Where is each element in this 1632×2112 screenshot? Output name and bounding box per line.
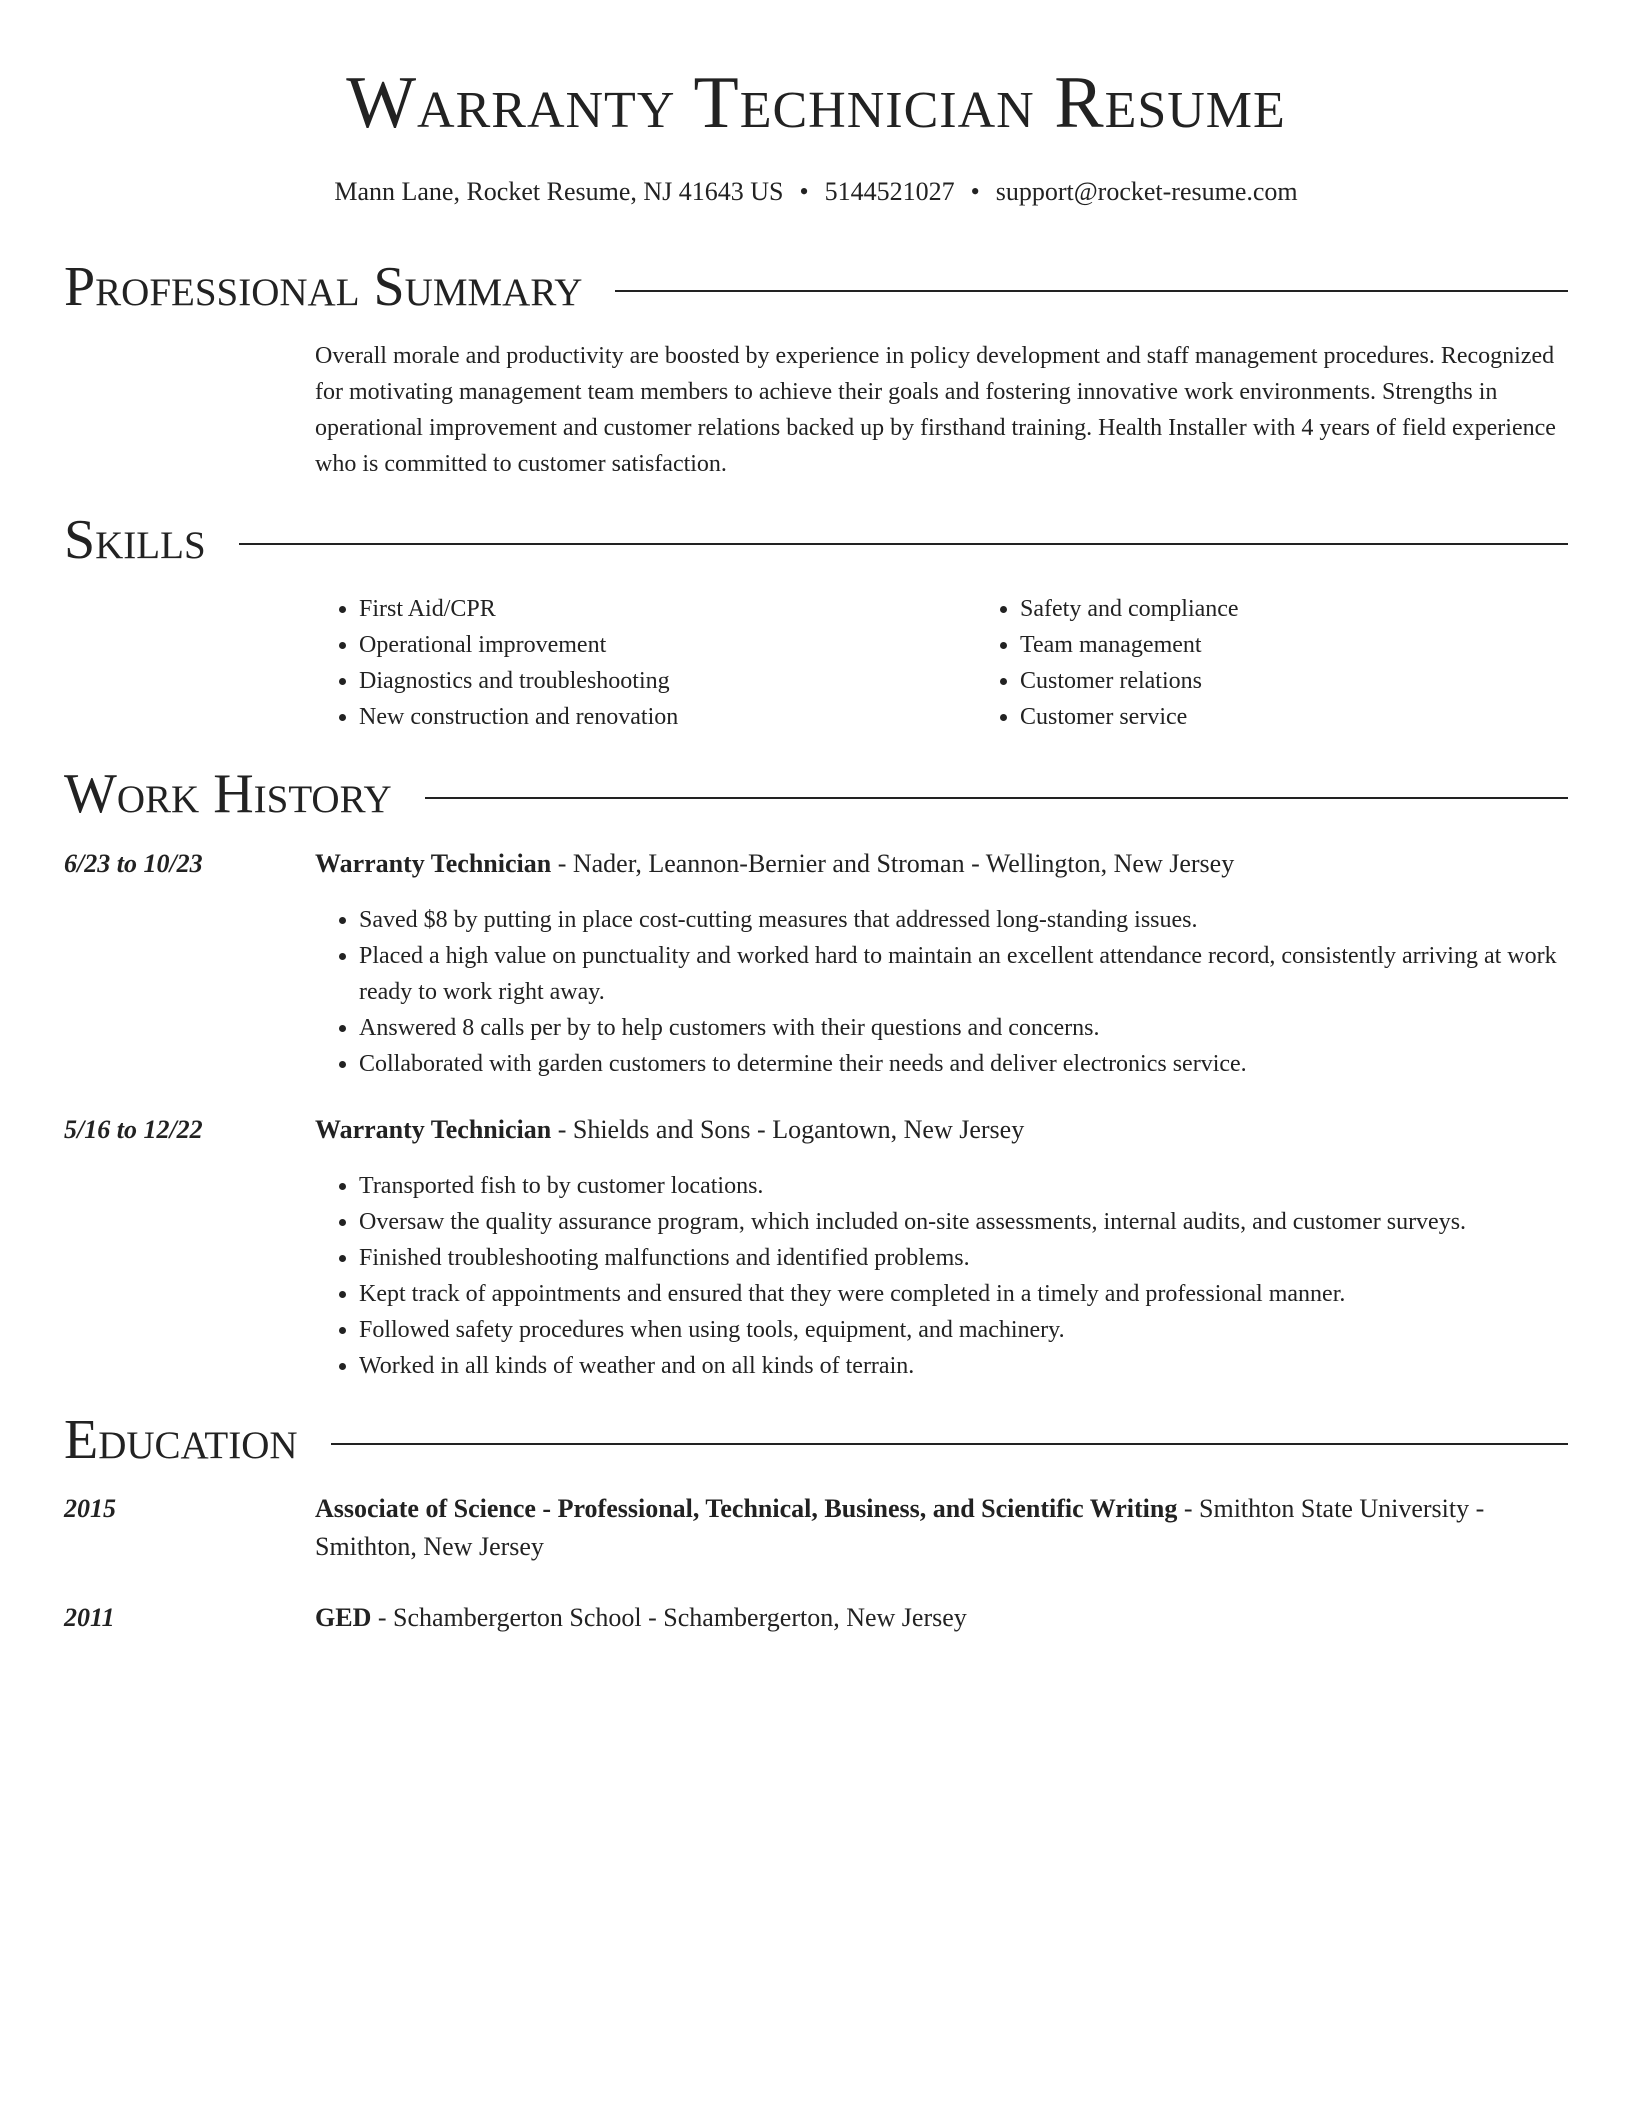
job-duties bbox=[315, 902, 1568, 1082]
contact-phone: 5144521027 bbox=[824, 177, 955, 206]
job-duty: • Answered 8 calls per by to help customers with their questions and concerns. bbox=[359, 1010, 1568, 1046]
job-duties bbox=[315, 1168, 1568, 1384]
skill-item: • Customer relations bbox=[1020, 663, 1239, 699]
summary-block bbox=[315, 338, 1568, 482]
skill-item: • New construction and renovation bbox=[359, 699, 976, 735]
job-employer: - Shields and Sons - Logantown, New Jersey bbox=[551, 1115, 1025, 1144]
education-degree: Associate of Science - Professional, Technical, Business, and Scientific Writing bbox=[315, 1494, 1178, 1523]
skill-item: • Operational improvement bbox=[359, 627, 976, 663]
skill-item: • Customer service bbox=[1020, 699, 1239, 735]
contact-separator: • bbox=[970, 177, 980, 206]
section-skills-title: Skills bbox=[64, 509, 206, 571]
summary-text: Overall morale and productivity are boosted by experience in policy development and staff management procedures. Recognized for motivating management team members to achieve their goals and fostering innovative work environments. Strengths in operational improvement and customer relations backed up by firsthand training. Health Installer with 4 years of field experience who is committed to customer satisfaction. bbox=[315, 343, 1556, 477]
skill-item: • Diagnostics and troubleshooting bbox=[359, 663, 976, 699]
education-school: - Smithton State University - Smithton, New Jersey bbox=[315, 1494, 1485, 1561]
section-work-header bbox=[64, 762, 1568, 826]
job-duty: • Worked in all kinds of weather and on all kinds of terrain. bbox=[359, 1348, 1568, 1384]
skills-column-right bbox=[976, 591, 1239, 735]
job-title-line bbox=[315, 845, 1568, 883]
job-title-line bbox=[315, 1111, 1568, 1149]
job-duty: • Followed safety procedures when using tools, equipment, and machinery. bbox=[359, 1312, 1568, 1348]
section-divider bbox=[425, 797, 1568, 799]
job-duty: • Finished troubleshooting malfunctions and identified problems. bbox=[359, 1240, 1568, 1276]
section-divider bbox=[615, 290, 1568, 292]
education-year: 2015 bbox=[64, 1494, 116, 1523]
skills-column-left bbox=[315, 591, 976, 735]
section-education-title: Education bbox=[64, 1409, 298, 1471]
skill-item: • Safety and compliance bbox=[1020, 591, 1239, 627]
section-work-title: Work History bbox=[64, 763, 392, 825]
job-duty: • Oversaw the quality assurance program, which included on-site assessments, internal audits, and customer surveys. bbox=[359, 1204, 1568, 1240]
contact-separator: • bbox=[799, 177, 809, 206]
education-year: 2011 bbox=[64, 1603, 115, 1632]
contact-line bbox=[0, 175, 1632, 209]
job-position: Warranty Technician bbox=[315, 1115, 552, 1144]
skill-item: • Team management bbox=[1020, 627, 1239, 663]
skills-list bbox=[315, 591, 1568, 735]
education-line bbox=[315, 1599, 1568, 1637]
skill-item: • First Aid/CPR bbox=[359, 591, 976, 627]
section-summary-header bbox=[64, 255, 1568, 319]
section-divider bbox=[331, 1443, 1568, 1445]
resume-title: Warranty Technician Resume bbox=[346, 62, 1286, 144]
job-duty: • Kept track of appointments and ensured that they were completed in a timely and professional manner. bbox=[359, 1276, 1568, 1312]
section-summary-title: Professional Summary bbox=[64, 256, 583, 318]
education-degree: GED bbox=[315, 1603, 372, 1632]
education-school: - Schambergerton School - Schambergerton, New Jersey bbox=[371, 1603, 967, 1632]
job-dates: 6/23 to 10/23 bbox=[64, 849, 203, 878]
section-skills-header bbox=[64, 508, 1568, 572]
contact-email: support@rocket-resume.com bbox=[995, 177, 1298, 206]
job-duty: • Collaborated with garden customers to determine their needs and deliver electronics service. bbox=[359, 1046, 1568, 1082]
job-employer: - Nader, Leannon-Bernier and Stroman - Wellington, New Jersey bbox=[551, 849, 1235, 878]
section-divider bbox=[239, 543, 1568, 545]
job-duty: • Placed a high value on punctuality and worked hard to maintain an excellent attendance record, consistently arriving at work ready to work right away. bbox=[359, 938, 1568, 1010]
section-education-header bbox=[64, 1408, 1568, 1472]
job-position: Warranty Technician bbox=[315, 849, 552, 878]
job-duty: • Saved $8 by putting in place cost-cutting measures that addressed long-standing issues. bbox=[359, 902, 1568, 938]
education-line bbox=[315, 1490, 1568, 1566]
job-duty: • Transported fish to by customer locations. bbox=[359, 1168, 1568, 1204]
contact-address: Mann Lane, Rocket Resume, NJ 41643 US bbox=[334, 177, 784, 206]
job-dates: 5/16 to 12/22 bbox=[64, 1115, 203, 1144]
